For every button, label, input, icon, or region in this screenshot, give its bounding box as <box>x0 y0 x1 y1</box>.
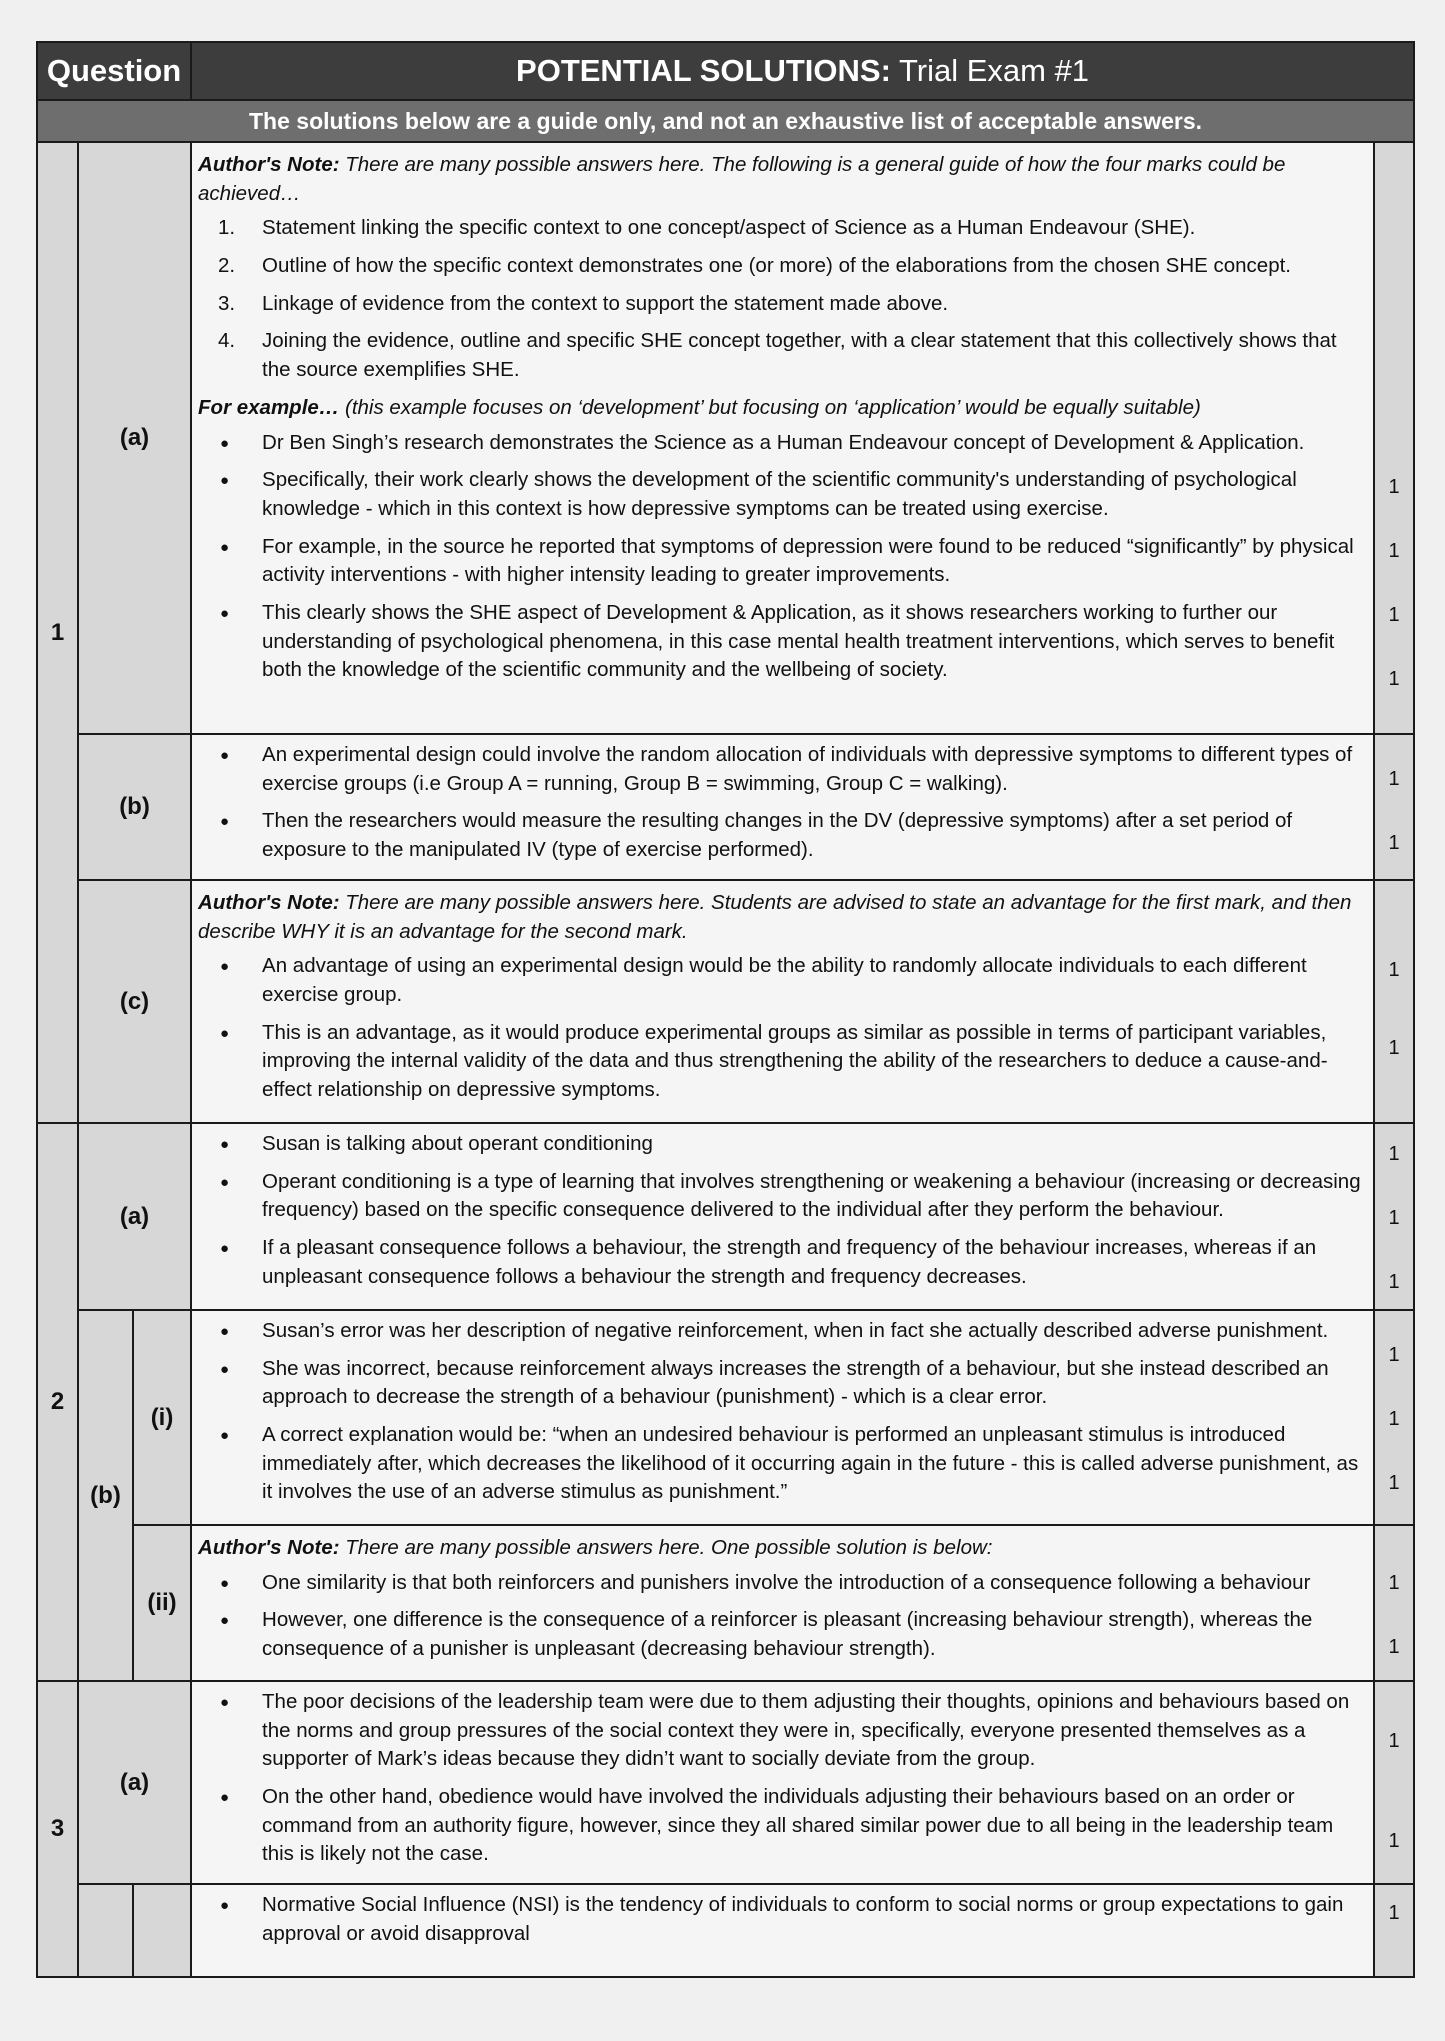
answer-bullets <box>198 741 1363 865</box>
list-text: Joining the evidence, outline and specific SHE concept together, with a clear statement that this collectively shows that the source exemplifies SHE. <box>262 329 1337 382</box>
part-label: (b) <box>78 1310 133 1681</box>
mark: 1 <box>1388 1472 1400 1494</box>
answer-bullets <box>198 1317 1363 1507</box>
authors-note <box>198 889 1363 946</box>
answer-bullet: ● Then the researchers would measure the resulting changes in the DV (depressive symptoms) after a set period of exposure to the manipulated IV (type of exercise performed). <box>198 807 1363 864</box>
list-item <box>198 290 1363 319</box>
marks-cell <box>1374 734 1414 880</box>
mark: 1 <box>1388 604 1400 626</box>
question-number: 3 <box>37 1681 78 1977</box>
list-text: Outline of how the specific context demonstrates one (or more) of the elaborations from the chosen SHE concept. <box>262 254 1291 278</box>
answer-bullet: ● This clearly shows the SHE aspect of Development & Application, as it shows researchers working to further our understanding of psychological phenomena, in this case mental health treatment interventions, which serves to benefit both the knowledge of the scientific community and the wellbeing of society. <box>198 599 1363 685</box>
list-number: 2. <box>218 254 236 278</box>
answer-cell-q3a <box>191 1681 1374 1884</box>
marks-cell <box>1374 1123 1414 1310</box>
page-title <box>191 42 1414 100</box>
note-text: There are many possible answers here. One possible solution is below: <box>339 1536 993 1559</box>
list-number: 3. <box>218 291 236 315</box>
mark: 1 <box>1388 959 1400 981</box>
example-text: (this example focuses on ‘development’ but focusing on ‘application’ would be equally suitable) <box>339 395 1201 419</box>
list-item <box>198 252 1363 281</box>
mark: 1 <box>1388 1830 1400 1852</box>
list-text: Linkage of evidence from the context to support the statement made above. <box>262 291 949 315</box>
answer-bullet: ● Susan’s error was her description of negative reinforcement, when in fact she actually described adverse punishment. <box>198 1317 1363 1346</box>
answer-bullet: ● She was incorrect, because reinforcement always increases the strength of a behaviour, but she instead described an approach to decrease the strength of a behaviour (punishment) - which is a clear error. <box>198 1355 1363 1412</box>
marks-cell <box>1374 1525 1414 1681</box>
subpart-label: (i) <box>133 1310 191 1525</box>
answer-bullet: ● Susan is talking about operant conditioning <box>198 1130 1363 1159</box>
mark: 1 <box>1388 540 1400 562</box>
marks-cell <box>1374 1310 1414 1525</box>
mark: 1 <box>1388 1271 1400 1293</box>
answer-bullet: ● This is an advantage, as it would produce experimental groups as similar as possible in terms of participant variables, improving the internal validity of the data and thus strengthening the ability of the researchers to deduce a cause-and-effect relationship on depressive symptoms. <box>198 1019 1363 1105</box>
answer-bullet: ● Specifically, their work clearly shows the development of the scientific community's understanding of psychological knowledge - which in this context is how depressive symptoms can be treated using exercise. <box>198 466 1363 523</box>
mark: 1 <box>1388 1730 1400 1752</box>
answer-cell-q2bii <box>191 1525 1374 1681</box>
mark: 1 <box>1388 476 1400 498</box>
marks-cell <box>1374 1884 1414 1977</box>
answer-bullet: ● Normative Social Influence (NSI) is the tendency of individuals to conform to social norms or group expectations to gain approval or avoid disapproval <box>198 1891 1363 1948</box>
question-column-header <box>37 42 191 100</box>
mark: 1 <box>1388 1037 1400 1059</box>
authors-note <box>198 151 1363 208</box>
question-header-label: Question <box>46 53 182 89</box>
mark: 1 <box>1388 1143 1400 1165</box>
mark: 1 <box>1388 668 1400 690</box>
part-label: (a) <box>78 1123 191 1310</box>
answer-bullets <box>198 1891 1363 1948</box>
guide-subheader-text: The solutions below are a guide only, and not an exhaustive list of acceptable answers. <box>249 107 1203 134</box>
answer-bullet: ● One similarity is that both reinforcers and punishers involve the introduction of a consequence following a behaviour <box>198 1569 1363 1598</box>
list-item <box>198 214 1363 243</box>
solutions-table <box>36 41 1415 1978</box>
question-number: 1 <box>37 142 78 1123</box>
answer-cell-q3b <box>191 1884 1374 1977</box>
part-label: (a) <box>78 1681 191 1884</box>
answer-bullets <box>198 952 1363 1104</box>
note-text: There are many possible answers here. Students are advised to state an advantage for the first mark, and then describe WHY it is an advantage for the second mark. <box>198 891 1352 943</box>
answer-cell-q2bi <box>191 1310 1374 1525</box>
list-item <box>198 327 1363 384</box>
part-label: (c) <box>78 880 191 1123</box>
answer-bullet: ● Dr Ben Singh’s research demonstrates the Science as a Human Endeavour concept of Development & Application. <box>198 429 1363 458</box>
example-label: For example… <box>198 395 340 419</box>
note-text: There are many possible answers here. The following is a general guide of how the four marks could be achieved… <box>198 153 1286 205</box>
answer-bullet: ● However, one difference is the consequence of a reinforcer is pleasant (increasing behaviour strength), whereas the consequence of a punisher is unpleasant (decreasing behaviour strength). <box>198 1606 1363 1663</box>
mark: 1 <box>1388 1207 1400 1229</box>
example-intro <box>198 394 1363 423</box>
mark: 1 <box>1388 832 1400 854</box>
part-label: (b) <box>78 734 191 880</box>
part-label-blank <box>78 1884 133 1977</box>
marks-cell <box>1374 1681 1414 1884</box>
answer-bullets <box>198 1569 1363 1664</box>
mark: 1 <box>1388 1344 1400 1366</box>
answer-bullet: ● If a pleasant consequence follows a behaviour, the strength and frequency of the behaviour increases, whereas if an unpleasant consequence follows a behaviour the strength and frequency decreases. <box>198 1234 1363 1291</box>
mark: 1 <box>1388 768 1400 790</box>
answer-bullet: ● For example, in the source he reported that symptoms of depression were found to be reduced “significantly” by physical activity interventions - with higher intensity leading to greater improvements. <box>198 533 1363 590</box>
marks-cell <box>1374 142 1414 734</box>
mark: 1 <box>1388 1408 1400 1430</box>
answer-cell-q1a <box>191 142 1374 734</box>
mark: 1 <box>1388 1572 1400 1594</box>
title-rest: Trial Exam #1 <box>890 53 1090 89</box>
answer-cell-q1b <box>191 734 1374 880</box>
title-bold: POTENTIAL SOLUTIONS: <box>516 53 891 89</box>
question-number: 2 <box>37 1123 78 1681</box>
note-label: Author's Note: <box>198 891 340 914</box>
answer-cell-q2a <box>191 1123 1374 1310</box>
list-number: 4. <box>218 329 236 353</box>
list-number: 1. <box>218 216 236 240</box>
subpart-label-blank <box>133 1884 191 1977</box>
answer-bullet: ● An experimental design could involve the random allocation of individuals with depressive symptoms to different types of exercise groups (i.e Group A = running, Group B = swimming, Group C = walking). <box>198 741 1363 798</box>
answer-bullet: ● The poor decisions of the leadership team were due to them adjusting their thoughts, opinions and behaviours based on the norms and group pressures of the social context they were in, specifically, everyone presented themselves as a supporter of Mark’s ideas because they didn’t want to socially deviate from the group. <box>198 1688 1363 1774</box>
subpart-label: (ii) <box>133 1525 191 1681</box>
answer-bullet: ● A correct explanation would be: “when an undesired behaviour is performed an unpleasant stimulus is introduced immediately after, which decreases the likelihood of it occurring again in the future - this is called adverse punishment, as it involves the use of an adverse stimulus as punishment.” <box>198 1421 1363 1507</box>
marks-cell <box>1374 880 1414 1123</box>
authors-note <box>198 1534 1363 1563</box>
answer-bullets <box>198 429 1363 686</box>
answer-cell-q1c <box>191 880 1374 1123</box>
guide-subheader <box>37 100 1414 142</box>
mark: 1 <box>1388 1902 1400 1925</box>
answer-bullet: ● On the other hand, obedience would have involved the individuals adjusting their behaviours based on an order or command from an authority figure, however, since they all shared similar power due to all being in the leadership team this is likely not the case. <box>198 1783 1363 1869</box>
answer-bullet: ● Operant conditioning is a type of learning that involves strengthening or weakening a behaviour (increasing or decreasing frequency) based on the specific consequence delivered to the individual after they perform the behaviour. <box>198 1168 1363 1225</box>
marking-guide-list <box>198 214 1363 384</box>
note-label: Author's Note: <box>198 1536 340 1559</box>
answer-bullets <box>198 1688 1363 1869</box>
answer-bullets <box>198 1130 1363 1291</box>
mark: 1 <box>1388 1636 1400 1658</box>
part-label: (a) <box>78 142 191 734</box>
note-label: Author's Note: <box>198 153 340 176</box>
answer-bullet: ● An advantage of using an experimental design would be the ability to randomly allocate individuals to each different exercise group. <box>198 952 1363 1009</box>
list-text: Statement linking the specific context to one concept/aspect of Science as a Human Endeavour (SHE). <box>262 216 1196 240</box>
